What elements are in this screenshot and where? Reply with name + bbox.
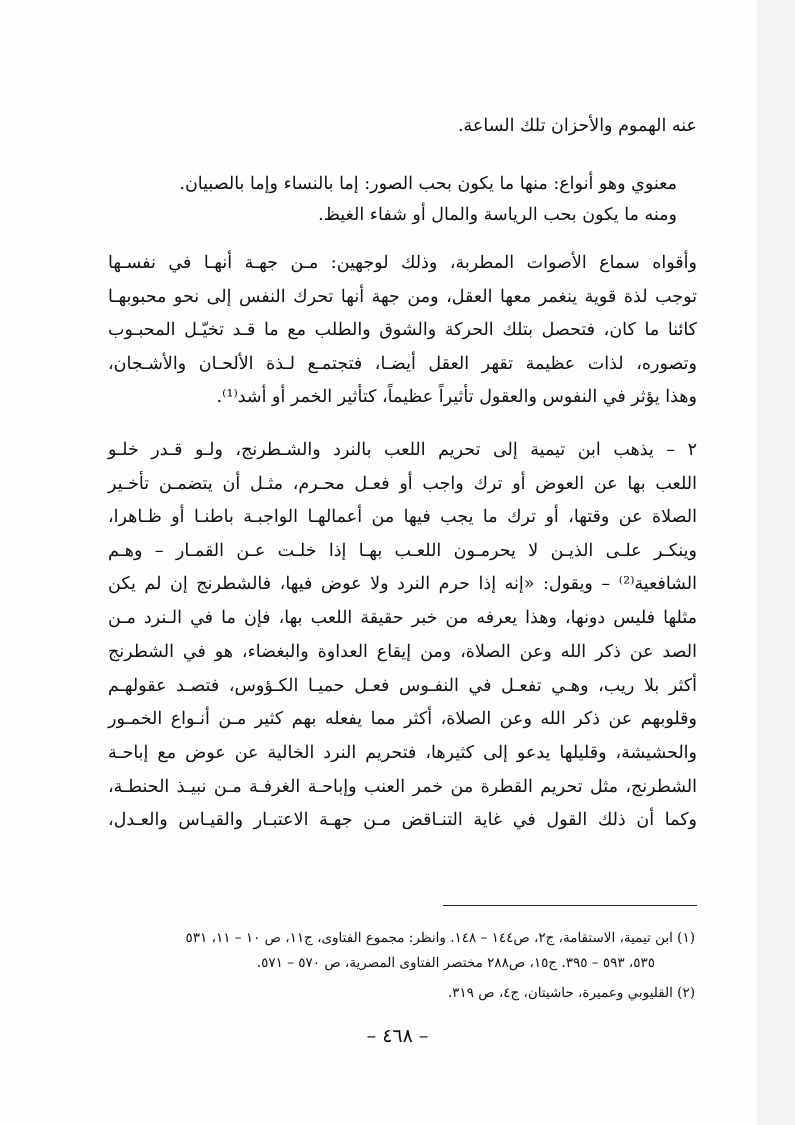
text-line: وكما أن ذلك القول في غاية التنـاقض مـن جهـة الاعتبـار والقيـاس والعـدل، — [108, 810, 697, 830]
text-line: ٢ – يذهب ابن تيمية إلى تحريم اللعب بالنرد والشـطرنج، ولـو قـدر خلـو — [108, 440, 697, 460]
text-line: وينكـر علـى الذيـن لا يحرمـون اللعـب بهـا إذا خلـت عـن القمـار – وهـم — [108, 541, 697, 561]
footnote-1-continued: ٥٣٥، ٥٩٣ – ٣٩٥. ج١٥، ص٢٨٨ مختصر الفتاوى المصرية، ص ٥٧٠ – ٥٧١. — [256, 955, 655, 971]
text-line: معنوي وهو أنواع: منها ما يكون بحب الصور: إما بالنساء وإما بالصبيان. — [179, 174, 677, 194]
text-line: وقلوبهم عن ذكر الله وعن الصلاة، أكثر مما يفعله بهم كثير مـن أنـواع الخمـور — [108, 709, 697, 729]
footnote-1: (١) ابن تيمية، الاستقامة، ج٢، ص١٤٤ – ١٤٨. وانظر: مجموع الفتاوى، ج١١، ص ١٠ – ١١، ٥٣١ — [185, 930, 695, 946]
text-line: عنه الهموم والأحزان تلك الساعة. — [457, 116, 697, 136]
text-line: اللعب بها عن العوض أو ترك واجب أو فعـل محـرم، مثـل أن يتضمـن تأخـير — [108, 474, 697, 494]
footnote-2: (٢) القليوبي وعميرة، حاشيتان، ج٤، ص ٣١٩. — [447, 985, 695, 1001]
text-line: الشافعية⁽²⁾ – ويقول: «إنه إذا حرم النرد ولا عوض فيها، فالشطرنج إن لم يكن — [108, 574, 697, 594]
page-edge-shadow — [757, 0, 795, 1125]
page-number: – ٤٦٨ – — [366, 1025, 429, 1047]
text-line: ومنه ما يكون بحب الرياسة والمال أو شفاء الغيظ. — [318, 205, 677, 225]
text-line: والحشيشة، وقليلها يدعو إلى كثيرها، فتحريم النرد الخالية عن عوض مع إباحـة — [108, 743, 697, 763]
text-line: الصلاة عن وقتها، أو ترك ما يجب فيها من أعمالهـا الواجبـة باطنـا أو ظـاهرا، — [108, 507, 697, 527]
footnote-separator — [443, 905, 697, 906]
text-line: وتصوره، لذات عظيمة تقهر العقل أيضـا، فتجتمـع لـذة الألحـان والأشـجان، — [108, 354, 697, 374]
text-line: الصد عن ذكر الله وعن الصلاة، ومن إيقاع العداوة والبغضاء، هو في الشطرنج — [108, 642, 697, 662]
text-line: وأقواه سماع الأصوات المطربة، وذلك لوجهين: مـن جهـة أنهـا في نفسـها — [108, 253, 697, 273]
text-line: وهذا يؤثر في النفوس والعقول تأثيراً عظيماً، كتأثير الخمر أو أشد⁽¹⁾. — [216, 387, 697, 407]
text-line: كائنا ما كان، فتحصل بتلك الحركة والشوق والطلب مع ما قـد تخيّـل المحبـوب — [108, 320, 697, 340]
text-line: توجب لذة قوية ينغمر معها العقل، ومن جهة أنها تحرك النفس إلى نحو محبوبهـا — [108, 287, 697, 307]
text-line: الشطرنج، مثل تحريم القطرة من خمر العنب وإباحـة الغرفـة مـن نبيـذ الحنطـة، — [108, 777, 697, 797]
text-line: أكثر بلا ريب، وهـي تفعـل في النفـوس فعـل حميـا الكـؤوس، فتصـد عقولهـم — [108, 676, 697, 696]
text-line: مثلها فليس دونها، وهذا يعرفه من خبر حقيقة اللعب بها، فإن ما في الـنرد مـن — [108, 608, 697, 628]
